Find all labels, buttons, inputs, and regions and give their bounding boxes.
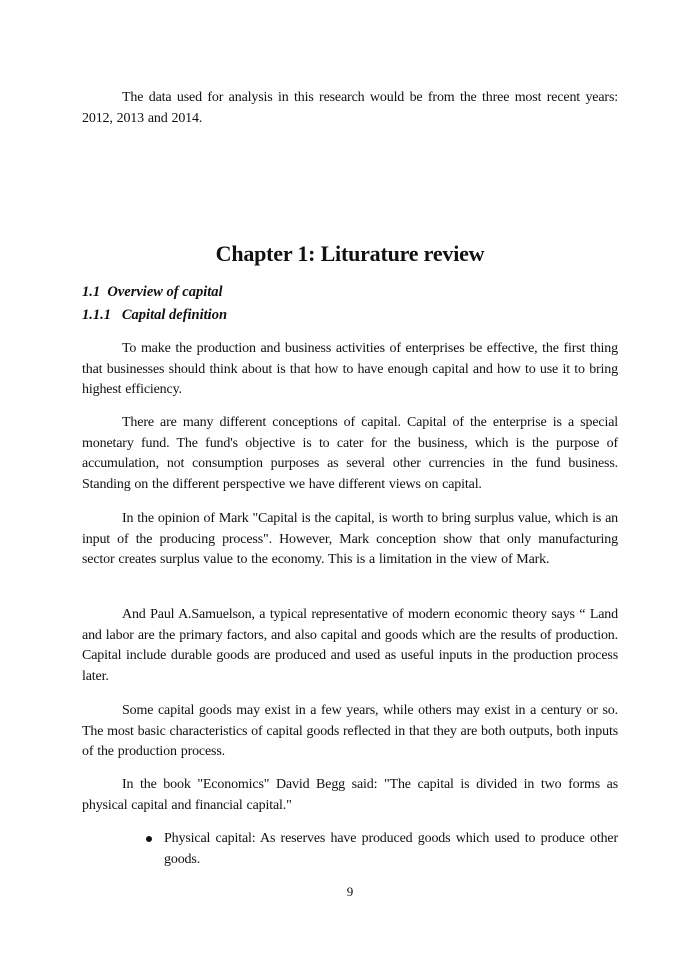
subsection-number: 1.1.1 (82, 307, 111, 323)
body-paragraph: To make the production and business activities of enterprises be effective, the first thing that businesses should think about is that how to have enough capital and how to use it to bring highest efficiency. (82, 341, 618, 397)
body-paragraph: In the opinion of Mark "Capital is the capital, is worth to bring surplus value, which is an input of the producing process". However, Mark conception show that only manufacturing sector creates surplus value to the economy. This is a limitation in the view of Mark. (82, 511, 618, 567)
bullet-text: Physical capital: As reserves have produced goods which used to produce other goods. (164, 831, 618, 867)
body-paragraph: In the book "Economics" David Begg said: "The capital is divided in two forms as physical capital and financial capital." (82, 777, 618, 813)
section-title: Overview of capital (107, 284, 223, 300)
subsection-title: Capital definition (121, 307, 228, 323)
body-paragraph: Some capital goods may exist in a few years, while others may exist in a century or so. The most basic characteristics of capital goods reflected in that they are both outputs, both inputs of the production process. (82, 703, 619, 759)
page-number: 9 (346, 884, 354, 899)
body-paragraph: There are many different conceptions of capital. Capital of the enterprise is a special monetary fund. The fund's objective is to cater for the business, which is the purpose of accumulation, not consumption purposes as several other currencies in the fund business. Standing on the different perspective we have different views on capital. (82, 415, 618, 492)
bullet-list-item (146, 829, 618, 870)
subsection-heading-1-1-1 (82, 305, 227, 325)
bullet-icon (146, 836, 152, 842)
intro-paragraph: The data used for analysis in this research would be from the three most recent years: 2012, 2013 and 2014. (82, 90, 618, 126)
chapter-title: Chapter 1: Liturature review (215, 241, 485, 266)
section-number: 1.1 (82, 284, 101, 300)
section-heading-1-1 (82, 282, 223, 302)
body-paragraph: And Paul A.Samuelson, a typical representative of modern economic theory says “ Land and labor are the primary factors, and also capital and goods which are the results of production. Capital include durable goods are produced and used as useful inputs in the production process later. (82, 607, 618, 684)
document-page (82, 0, 618, 960)
